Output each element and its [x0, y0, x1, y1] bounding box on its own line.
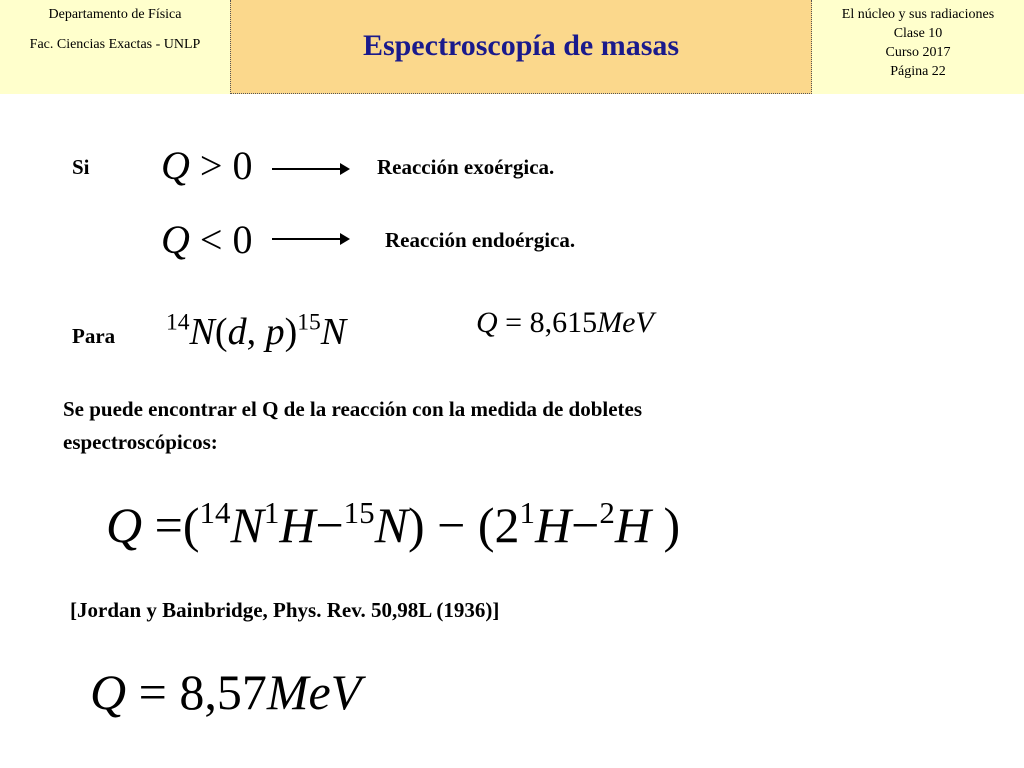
open-paren: (	[182, 497, 200, 553]
equals-sign: =	[154, 497, 183, 553]
close-paren: )	[663, 497, 681, 553]
proton-symbol: p	[265, 311, 285, 353]
q-value-number: 8,615	[529, 306, 598, 339]
hydrogen-symbol: H	[614, 497, 651, 553]
nuclear-reaction-formula	[166, 309, 347, 353]
si-label: Si	[72, 155, 90, 179]
final-q-number: 8,57	[179, 664, 267, 720]
close-paren: )	[284, 311, 298, 353]
header-title-panel	[230, 0, 812, 94]
hydrogen-symbol: H	[535, 497, 572, 553]
reference-citation: [Jordan y Bainbridge, Phys. Rev. 50,98L (1936)]	[70, 598, 500, 622]
q-symbol: Q	[161, 143, 190, 188]
deuteron-symbol: d	[227, 311, 247, 353]
exoergic-reaction-label: Reacción exoérgica.	[377, 155, 555, 179]
course-title-label: El núcleo y sus radiaciones	[841, 7, 995, 22]
nitrogen-symbol: N	[230, 497, 264, 553]
endoergic-reaction-label: Reacción endoérgica.	[385, 228, 576, 252]
mev-unit: MeV	[597, 306, 654, 339]
page-title: Espectroscopía de masas	[362, 29, 680, 62]
equals-sign: =	[138, 664, 167, 720]
class-label: Clase 10	[893, 26, 943, 41]
coefficient-2: 2	[494, 497, 520, 553]
q-value-formula	[476, 308, 654, 338]
mass-number-14: 14	[199, 494, 231, 530]
year-label: Curso 2017	[885, 45, 951, 60]
mass-number-2: 2	[599, 494, 615, 530]
department-label: Departamento de Física	[48, 7, 182, 22]
hydrogen-symbol: H	[279, 497, 316, 553]
zero-value: 0	[232, 217, 253, 262]
paragraph-line-2: espectroscópicos:	[63, 430, 218, 454]
q-symbol: Q	[90, 664, 127, 720]
mev-unit: MeV	[266, 664, 362, 720]
doublet-equation	[106, 494, 681, 553]
close-paren: )	[408, 497, 425, 553]
condition-negative-formula	[161, 217, 253, 262]
minus-sign: −	[315, 497, 344, 553]
mass-number-1: 1	[263, 494, 280, 530]
paragraph-line-1: Se puede encontrar el Q de la reacción con la medida de dobletes	[63, 397, 643, 421]
nitrogen-symbol: N	[189, 311, 215, 353]
nitrogen-symbol: N	[320, 311, 347, 353]
q-symbol: Q	[476, 306, 498, 339]
nitrogen-symbol: N	[374, 497, 408, 553]
equals-sign: =	[505, 306, 523, 339]
condition-positive-formula	[161, 143, 253, 188]
minus-sign: −	[571, 497, 600, 553]
open-paren: (	[214, 311, 228, 353]
q-symbol: Q	[106, 497, 143, 553]
page-number-label: Página 22	[890, 64, 946, 79]
right-arrow-icon	[272, 168, 348, 170]
zero-value: 0	[232, 143, 253, 188]
open-paren: (	[477, 497, 495, 553]
right-arrow-icon	[272, 238, 348, 240]
faculty-label: Fac. Ciencias Exactas - UNLP	[29, 37, 201, 52]
header-left-panel	[0, 0, 230, 94]
mass-number-15: 15	[297, 309, 321, 336]
header-right-panel	[812, 0, 1024, 94]
less-than-operator: <	[199, 217, 223, 262]
mass-number-15: 15	[343, 494, 375, 530]
mass-number-1: 1	[519, 494, 536, 530]
q-symbol: Q	[161, 217, 190, 262]
mass-number-14: 14	[166, 309, 190, 336]
final-q-formula	[90, 664, 362, 720]
comma: ,	[246, 311, 257, 353]
para-label: Para	[72, 324, 116, 348]
greater-than-operator: >	[199, 143, 223, 188]
minus-sign: −	[437, 497, 466, 553]
